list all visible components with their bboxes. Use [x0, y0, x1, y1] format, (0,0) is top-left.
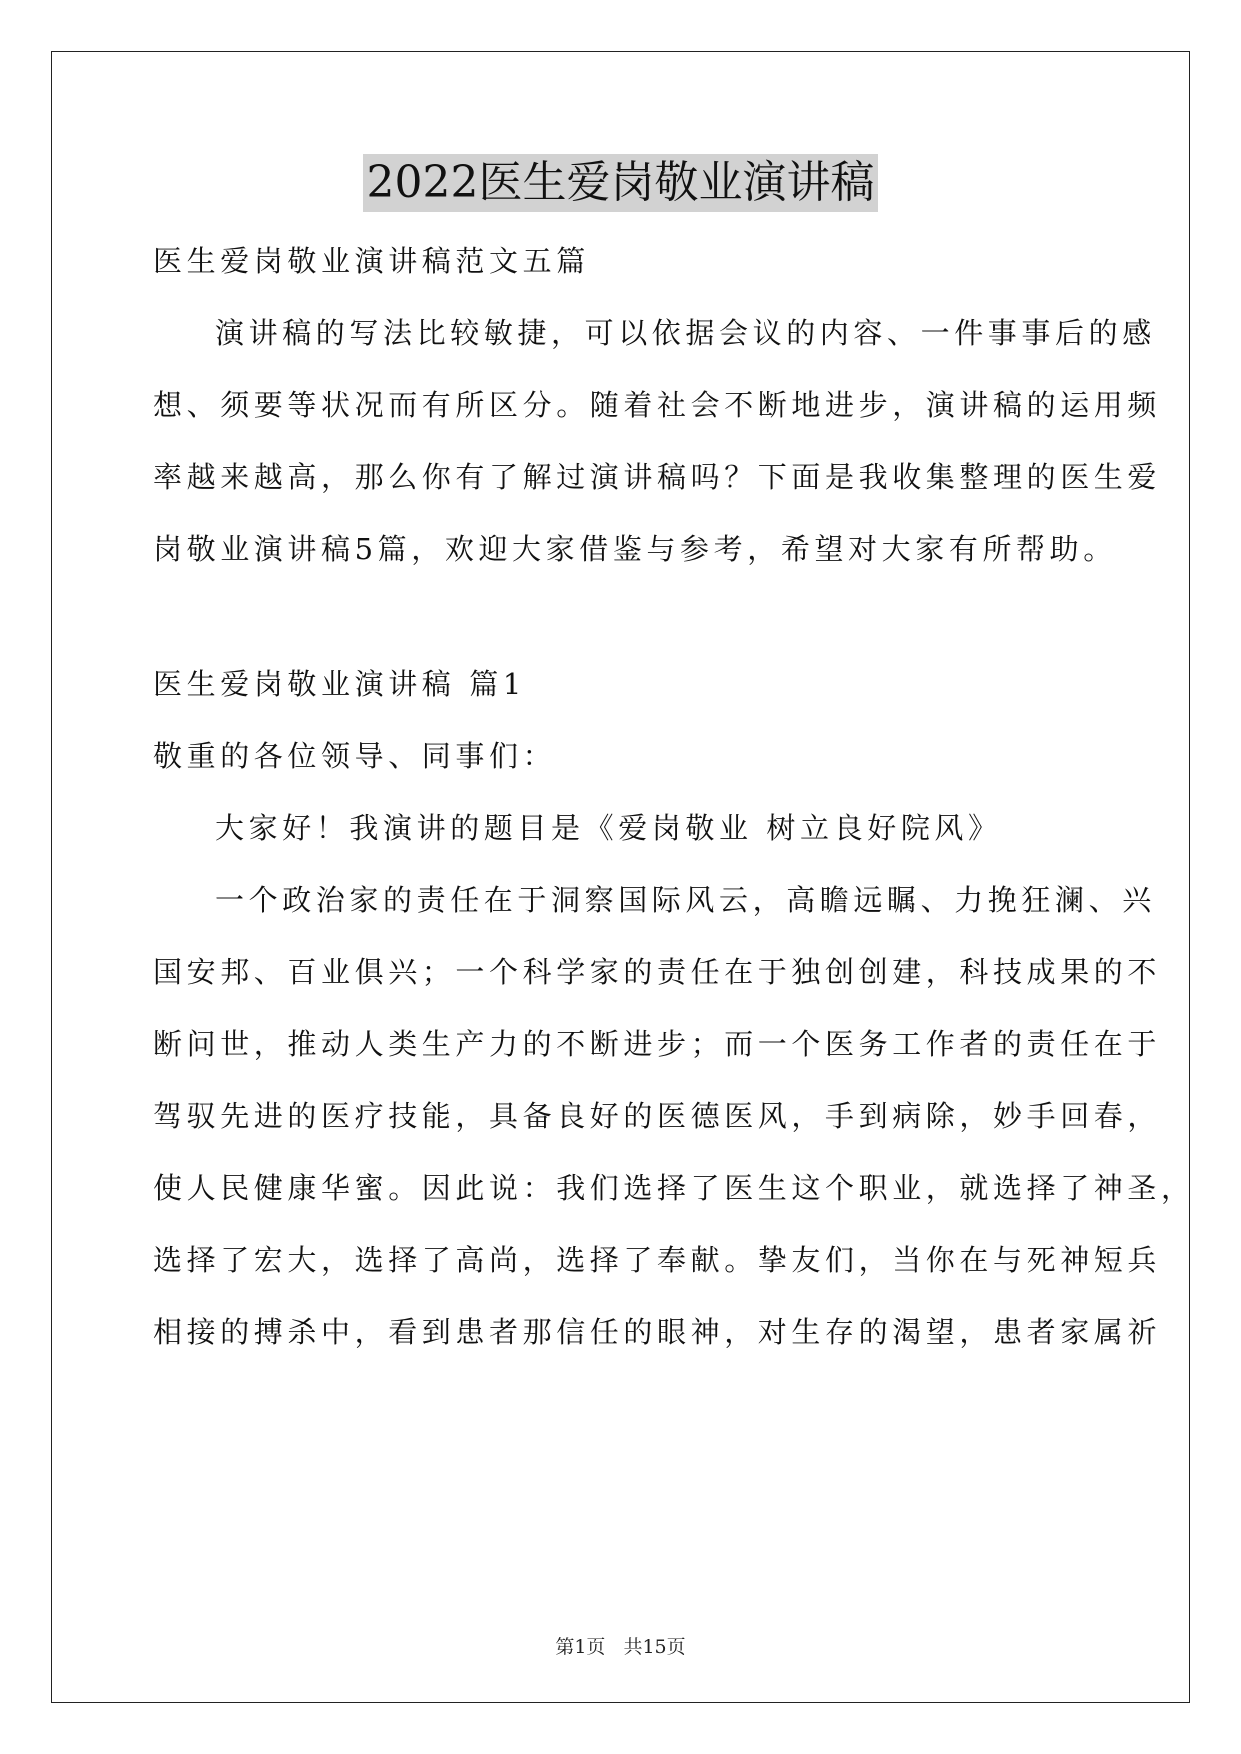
paragraph-line: 选择了宏大，选择了高尚，选择了奉献。挚友们，当你在与死神短兵 [153, 1243, 1162, 1277]
page-footer [0, 1635, 1241, 1659]
paragraph-line: 演讲稿的写法比较敏捷，可以依据会议的内容、一件事事后的感 [215, 316, 1156, 350]
paragraph-line: 相接的搏杀中，看到患者那信任的眼神，对生存的渴望，患者家属祈 [153, 1315, 1162, 1349]
paragraph-line: 大家好！我演讲的题目是《爱岗敬业 树立良好院风》 [215, 811, 1002, 845]
salutation-line: 敬重的各位领导、同事们： [153, 739, 557, 773]
paragraph-line: 想、须要等状况而有所区分。随着社会不断地进步，演讲稿的运用频 [153, 388, 1162, 422]
page-total: 共15页 [623, 1636, 686, 1658]
paragraph-line: 断问世，推动人类生产力的不断进步；而一个医务工作者的责任在于 [153, 1027, 1162, 1061]
paragraph-line: 国安邦、百业俱兴；一个科学家的责任在于独创创建，科技成果的不 [153, 955, 1162, 989]
subtitle-line: 医生爱岗敬业演讲稿范文五篇 [153, 244, 590, 278]
paragraph-line: 岗敬业演讲稿5篇，欢迎大家借鉴与参考，希望对大家有所帮助。 [153, 532, 1117, 566]
paragraph-line: 驾驭先进的医疗技能，具备良好的医德医风，手到病除，妙手回春， [153, 1099, 1162, 1133]
title-wrap [0, 154, 1241, 212]
paragraph-line: 率越来越高，那么你有了解过演讲稿吗？下面是我收集整理的医生爱 [153, 460, 1162, 494]
page-number: 第1页 [555, 1636, 606, 1658]
paragraph-line: 一个政治家的责任在于洞察国际风云，高瞻远瞩、力挽狂澜、兴 [215, 883, 1156, 917]
paragraph-line: 使人民健康华蜜。因此说：我们选择了医生这个职业，就选择了神圣， [153, 1171, 1195, 1205]
section-heading: 医生爱岗敬业演讲稿 篇1 [153, 667, 526, 701]
document-title: 2022医生爱岗敬业演讲稿 [363, 154, 879, 212]
page-border [51, 51, 1190, 1703]
